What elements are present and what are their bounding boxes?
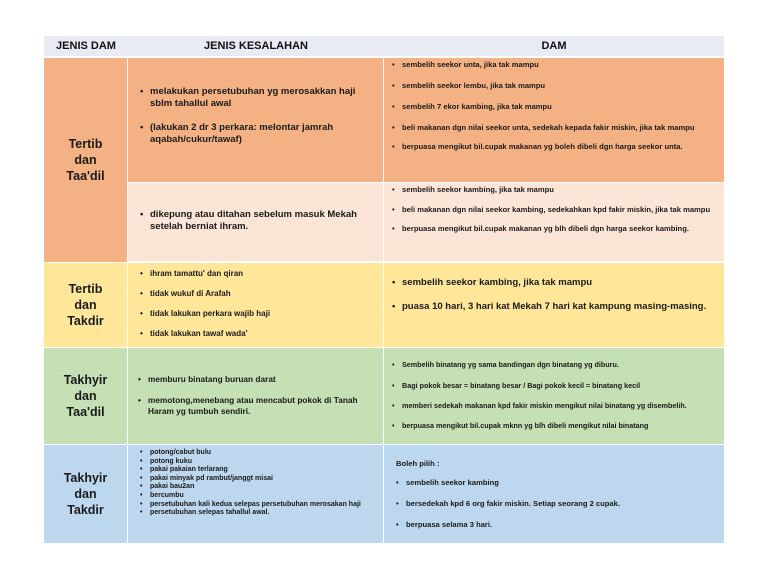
kesalahan-cell [128,348,384,444]
dam-cell [384,182,724,261]
list-item: • memberi sedekah makanan kpd fakir miskin mengikut nilai binatang yg disembelih. [402,401,716,411]
kesalahan-cell [128,58,383,182]
list-item: • pakai minyak pd rambut/janggt misai [150,475,375,484]
row-tertib-takdir [44,262,724,347]
list-item: • Sembelih binatang yg sama bandingan dgn binatang yg diburu. [402,360,716,370]
list-item: • melakukan persetubuhan yg merosakkan haji sblm tahallul awal [150,86,375,110]
row-tertib-taadil [44,57,724,262]
table-header [44,36,724,57]
list-item: • puasa 10 hari, 3 hari kat Mekah 7 hari kat kampung masing-masing. [402,301,716,313]
jenis-line: Tertib [68,282,103,296]
list-item: • persetubuhan kali kedua selepas persetubuhan merosakan haji [150,501,375,510]
dam-cell [384,58,724,182]
kesalahan-cell [128,263,384,347]
list-item: • ihram tamattu' dan qiran [150,269,375,279]
jenis-line: dan [74,487,97,501]
list-item: • berpuasa selama 3 hari. [406,520,716,530]
list-item: • bersedekah kpd 6 org fakir miskin. Setiap seorang 2 cupak. [406,499,716,509]
list-item: • dikepung atau ditahan sebelum masuk Mekah setelah berniat ihram. [150,209,375,233]
dam-table [44,36,724,543]
list-item: • sembelih seekor kambing, jika tak mampu [402,277,716,289]
header-dam: DAM [541,40,567,52]
jenis-line: dan [74,298,97,312]
jenis-cell [44,445,128,543]
list-item: • sembelih seekor unta, jika tak mampu [402,60,716,70]
list-item: • tidak lakukan tawaf wada' [150,329,375,339]
dam-intro: Boleh pilih : [396,459,440,468]
list-item: • tidak lakukan perkara wajib haji [150,309,375,319]
list-item: • berpuasa mengikut bil.cupak makanan yg blh dibeli dgn harga seekor kambing. [402,224,716,234]
jenis-cell [44,263,128,347]
header-jenis-dam: JENIS DAM [56,40,116,52]
list-item: • pakai pakaian terlarang [150,466,375,475]
jenis-line: dan [74,389,97,403]
list-item: • beli makanan dgn nilai seekor unta, sedekah kepada fakir miskin, jika tak mampu [402,123,716,133]
jenis-line: Takdir [67,503,104,517]
kesalahan-cell [128,445,384,543]
list-item: • sembelih seekor kambing, jika tak mampu [402,185,716,195]
list-item: • Bagi pokok besar = binatang besar / Bagi pokok kecil = binatang kecil [402,381,716,391]
list-item: • berpuasa mengikut bil.cupak mknn yg blh dibeli mengikut nilai binatang [402,421,716,431]
list-item: • memotong,menebang atau mencabut pokok di Tanah Haram yg tumbuh sendiri. [148,395,375,417]
list-item: • berpuasa mengikut bil.cupak makanan yg boleh dibeli dgn harga seekor unta. [402,142,716,152]
jenis-line: Tertib [68,137,103,151]
kesalahan-cell [128,182,383,261]
jenis-line: Takhyir [63,471,108,485]
jenis-line: Takhyir [63,373,108,387]
list-item: • beli makanan dgn nilai seekor kambing, sedekahkan kpd fakir miskin, jika tak mampu [402,205,716,215]
list-item: • potong/cabut bulu [150,449,375,458]
header-jenis-kesalahan: JENIS KESALAHAN [204,40,308,52]
list-item: • bercumbu [150,492,375,501]
list-item: • memburu binatang buruan darat [148,374,375,385]
list-item: • (lakukan 2 dr 3 perkara: melontar jamrah aqabah/cukur/tawaf) [150,122,375,146]
list-item: • pakai bau2an [150,483,375,492]
jenis-line: Taa'dil [66,405,105,419]
jenis-line: dan [74,153,97,167]
dam-cell [384,445,724,543]
list-item: • sembelih seekor kambing [406,478,716,488]
jenis-cell [44,348,128,444]
row-takhyir-taadil [44,347,724,444]
list-item: • tidak wukuf di Arafah [150,289,375,299]
row-takhyir-takdir [44,444,724,543]
list-item: • sembelih 7 ekor kambing, jika tak mampu [402,102,716,112]
list-item: • sembelih seekor lembu, jika tak mampu [402,81,716,91]
jenis-line: Taa'dil [66,169,105,183]
list-item: • potong kuku [150,458,375,467]
dam-cell [384,263,724,347]
jenis-line: Takdir [67,314,104,328]
list-item: • persetubuhan selepas tahallul awal. [150,509,375,518]
jenis-cell [44,58,128,262]
dam-cell [384,348,724,444]
